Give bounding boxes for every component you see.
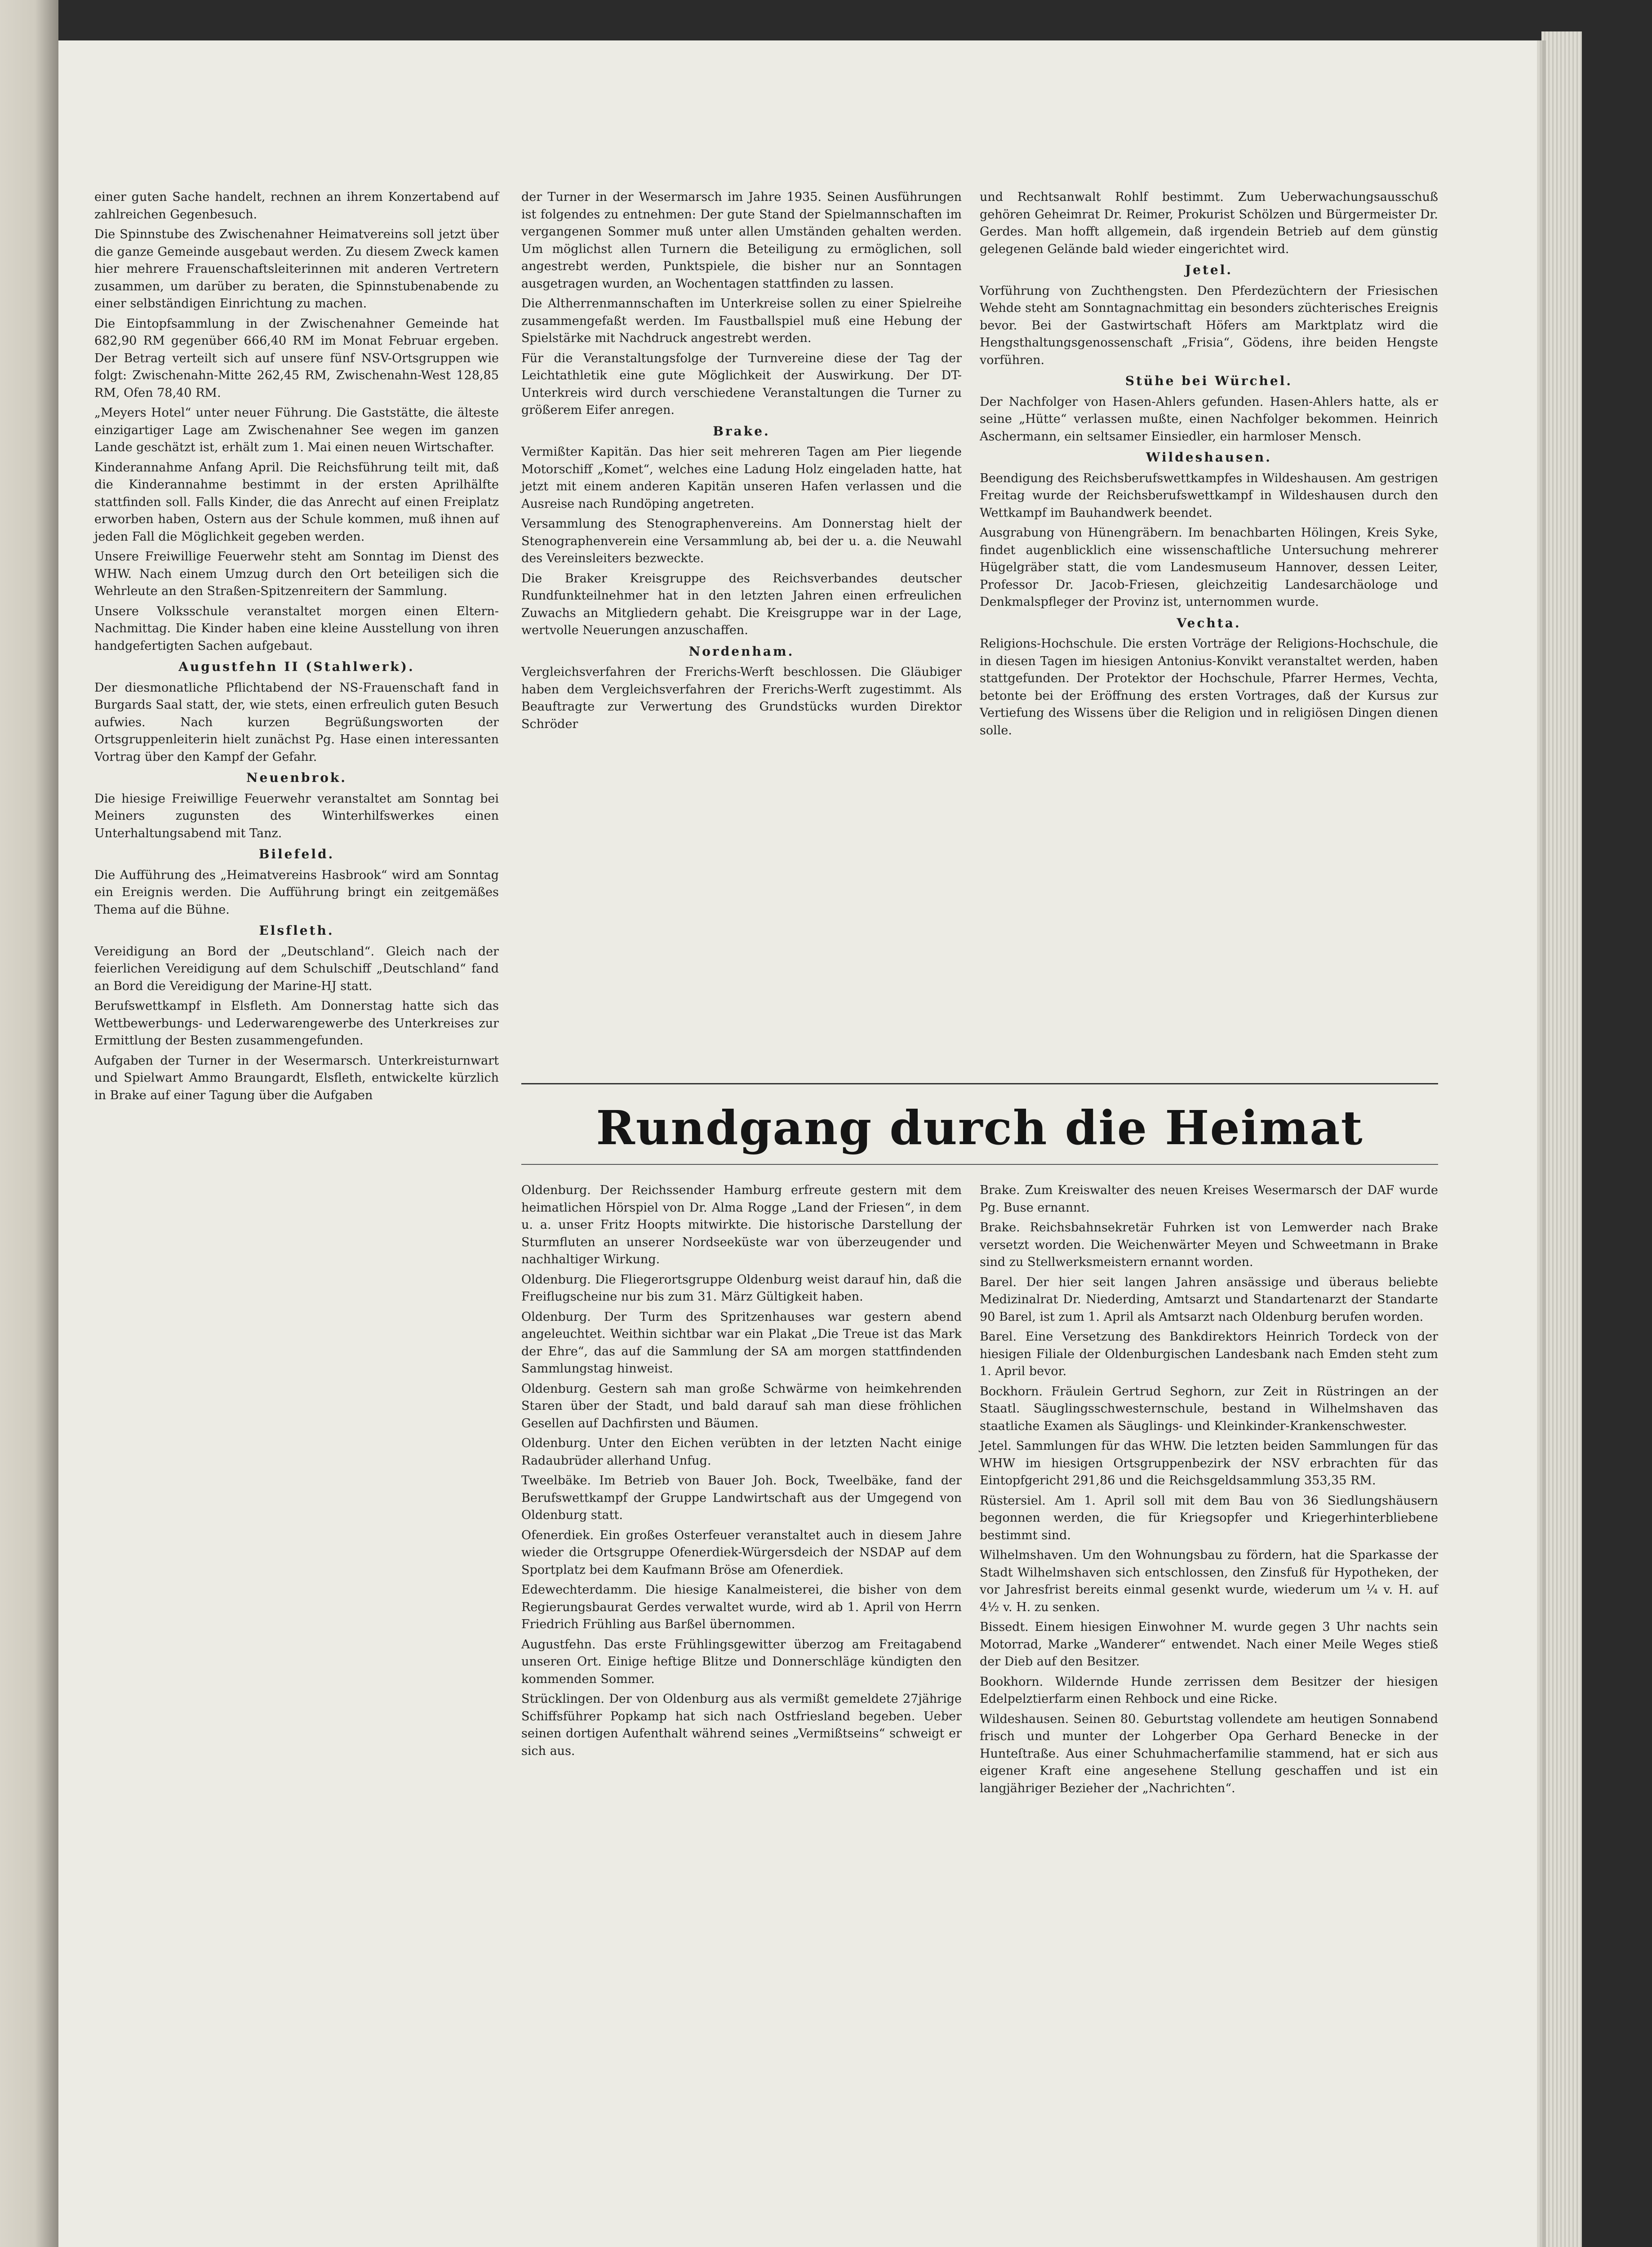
paragraph: Ofenerdiek. Ein großes Osterfeuer veranstaltet auch in diesem Jahre wieder die Ortsgruppe Ofenerdiek-Würgersdeich der NSDAP auf dem Sportplatz bei dem Kaufmann Bröse am Ofenerdiek. bbox=[521, 1528, 962, 1577]
paragraph: Barel. Der hier seit langen Jahren ansässige und überaus beliebte Medizinalrat Dr. Niederding, Amtsarzt und Standartenarzt der Standarte 90 Barel, ist zum 1. April als Amtsarzt nach Oldenburg berufen worden. bbox=[980, 1275, 1438, 1324]
roundup-column-left bbox=[521, 1182, 962, 1763]
paragraph: Unsere Freiwillige Feuerwehr steht am Sonntag im Dienst des WHW. Nach einem Umzug durch den Ort beteiligen sich die Wehrleute an den Straßen-Spitzenreitern der Sammlung. bbox=[94, 550, 499, 598]
paragraph: Jetel. Sammlungen für das WHW. Die letzten beiden Sammlungen für das WHW im hiesigen Ortsgruppenbezirk der NSV erbrachten für das Eintopfgericht 291,86 und die Reichsgeldsammlung 353,35 RM. bbox=[980, 1439, 1438, 1488]
paragraph: Der diesmonatliche Pflichtabend der NS-Frauenschaft fand in Burgards Saal statt, der, wie stets, einen erfreulich guten Besuch aufwies. Nach kurzen Begrüßungsworten der Ortsgruppenleiterin hielt zunächst Pg. Hase einen interessanten Vortrag über den Kampf der Gefahr. bbox=[94, 680, 499, 764]
paragraph: Die Eintopfsammlung in der Zwischenahner Gemeinde hat 682,90 RM gegenüber 666,40 RM im Monat Februar ergeben. Der Betrag verteilt sich auf unsere fünf NSV-Ortsgruppen wie folgt: Zwischenahn-Mitte 262,45 RM, Zwischenahn-West 128,85 RM, Ofen 78,40 RM. bbox=[94, 316, 499, 400]
column-3 bbox=[980, 189, 1438, 742]
paragraph: Oldenburg. Die Fliegerortsgruppe Oldenburg weist darauf hin, daß die Freiflugscheine nur bis zum 31. März Gültigkeit haben. bbox=[521, 1272, 962, 1304]
column-2 bbox=[521, 189, 962, 736]
paragraph: Oldenburg. Gestern sah man große Schwärme von heimkehrenden Staren über der Stadt, und bald darauf sah man diese fröhlichen Gesellen auf Dachfirsten und Bäumen. bbox=[521, 1381, 962, 1430]
column-3-text bbox=[980, 189, 1438, 739]
paragraph: Für die Veranstaltungsfolge der Turnvereine diese der Tag der Leichtathletik eine gute Möglichkeit der Auswirkung. Der DT-Unterkreis wird durch verschiedene Veranstaltungen die Turner zu größerem Eifer anregen. bbox=[521, 351, 962, 417]
paragraph: Unsere Volksschule veranstaltet morgen einen Eltern-Nachmittag. Die Kinder haben eine kleine Ausstellung von ihren handgefertigten Sachen aufgebaut. bbox=[94, 604, 499, 653]
paragraph: Strücklingen. Der von Oldenburg aus als vermißt gemeldete 27jährige Schiffsführer Popkamp hat sich nach Ostfriesland begeben. Ueber seinen dortigen Aufenthalt während seines „Vermißtseins“ schweigt er sich aus. bbox=[521, 1692, 962, 1758]
paragraph: Oldenburg. Der Reichssender Hamburg erfreute gestern mit dem heimatlichen Hörspiel von Dr. Alma Rogge „Land der Friesen“, in dem u. a. unser Fritz Hoopts mitwirkte. Die historische Darstellung der Sturmfluten an unserer Nordseeküste war von überzeugender und nachhaltiger Wirkung. bbox=[521, 1183, 962, 1266]
paragraph: Religions-Hochschule. Die ersten Vorträge der Religions-Hochschule, die in diesen Tagen im hiesigen Antonius-Konvikt veranstaltet werden, haben stattgefunden. Der Protektor der Hochschule, Pfarrer Hermes, Vechta, betonte bei der Eröffnung des ersten Vortrages, daß der Kursus zur Vertiefung des Wissens über die Religion und in religiösen Dingen dienen solle. bbox=[980, 637, 1438, 737]
paragraph: Bockhorn. Fräulein Gertrud Seghorn, zur Zeit in Rüstringen an der Staatl. Säuglingsschwesternschule, bestand in Wilhelmshaven das staatliche Examen als Säuglings- und Kleinkinder-Krankenschwester. bbox=[980, 1384, 1438, 1433]
paragraph: Oldenburg. Der Turm des Spritzenhauses war gestern abend angeleuchtet. Weithin sichtbar war ein Plakat „Die Treue ist das Mark der Ehre“, das auf die Sammlung der SA am morgen stattfindenden Sammlungstag hinweist. bbox=[521, 1310, 962, 1376]
section-heading: Nordenham. bbox=[688, 644, 795, 659]
column-2-text bbox=[521, 189, 962, 733]
paragraph: Wilhelmshaven. Um den Wohnungsbau zu fördern, hat die Sparkasse der Stadt Wilhelmshaven sich entschlossen, den Zinsfuß für Hypotheken, der vor Jahresfrist bereits einmal gesenkt wurde, wiederum um ¼ v. H. auf 4½ v. H. zu senken. bbox=[980, 1548, 1438, 1614]
paragraph: einer guten Sache handelt, rechnen an ihrem Konzertabend auf zahlreichen Gegenbesuch. bbox=[94, 190, 499, 222]
paragraph: Versammlung des Stenographenvereins. Am Donnerstag hielt der Stenographenverein eine Versammlung ab, bei der u. a. die Neuwahl des Vereinsleiters bezweckte. bbox=[521, 517, 962, 565]
paragraph: Vergleichsverfahren der Frerichs-Werft beschlossen. Die Gläubiger haben dem Vergleichsverfahren der Frerichs-Werft zugestimmt. Als Beauftragte zur Verwertung des Grundstücks wurden Direktor Schröder bbox=[521, 665, 962, 731]
section-heading: Augustfehn II (Stahlwerk). bbox=[178, 659, 415, 674]
section-heading: Brake. bbox=[713, 423, 770, 439]
paragraph: Edewechterdamm. Die hiesige Kanalmeisterei, die bisher von dem Regierungsbaurat Gerdes verwaltet wurde, wird ab 1. April von Herrn Friedrich Frühling aus Barßel übernommen. bbox=[521, 1583, 962, 1631]
section-banner-heading: Rundgang durch die Heimat bbox=[596, 1100, 1363, 1155]
paragraph: Berufswettkampf in Elsfleth. Am Donnerstag hatte sich das Wettbewerbungs- und Lederwarengewerbe des Unterkreises zur Ermittlung der Besten zusammengefunden. bbox=[94, 999, 499, 1048]
paragraph: Aufgaben der Turner in der Wesermarsch. Unterkreisturnwart und Spielwart Ammo Braungardt, Elsfleth, entwickelte kürzlich in Brake auf einer Tagung über die Aufgaben bbox=[94, 1053, 499, 1102]
section-heading: Stühe bei Würchel. bbox=[1125, 373, 1293, 388]
paragraph: Die Aufführung des „Heimatvereins Hasbrook“ wird am Sonntag ein Ereignis werden. Die Aufführung bringt ein zeitgemäßes Thema auf die Bühne. bbox=[94, 868, 499, 917]
paragraph: „Meyers Hotel“ unter neuer Führung. Die Gaststätte, die älteste einzigartiger Lage am Zwischenahner See wegen im ganzen Lande geschätzt ist, erhält zum 1. Mai einen neuen Wirtschafter. bbox=[94, 406, 499, 454]
paragraph: Vorführung von Zuchthengsten. Den Pferdezüchtern der Friesischen Wehde steht am Sonntagnachmittag ein besonders züchterisches Ereignis bevor. Bei der Gastwirtschaft Höfers am Marktplatz wird die Hengsthaltungsgenossenschaft „Frisia“, Gödens, ihre beiden Hengste vorführen. bbox=[980, 284, 1438, 367]
section-heading: Vechta. bbox=[1177, 615, 1241, 631]
paragraph: Die hiesige Freiwillige Feuerwehr veranstaltet am Sonntag bei Meiners zugunsten des Winterhilfswerkes einen Unterhaltungsabend mit Tanz. bbox=[94, 791, 499, 840]
paragraph: Oldenburg. Unter den Eichen verübten in der letzten Nacht einige Radaubrüder allerhand Unfug. bbox=[521, 1436, 962, 1468]
paragraph: Augustfehn. Das erste Frühlingsgewitter überzog am Freitagabend unseren Ort. Einige heftige Blitze und Donnerschläge kündigten den kommenden Sommer. bbox=[521, 1637, 962, 1686]
section-heading: Bilefeld. bbox=[258, 847, 335, 861]
paragraph: Beendigung des Reichsberufswettkampfes in Wildeshausen. Am gestrigen Freitag wurde der Reichsberufswettkampf in Wildeshausen durch den Wettkampf im Bauhandwerk beendet. bbox=[980, 471, 1438, 520]
adjacent-page-edge bbox=[0, 0, 58, 2247]
paragraph: Vereidigung an Bord der „Deutschland“. Gleich nach der feierlichen Vereidigung auf dem Schulschiff „Deutschland“ fand an Bord die Vereidigung der Marine-HJ statt. bbox=[94, 944, 499, 993]
section-rule bbox=[521, 1164, 1438, 1165]
paragraph: Rüstersiel. Am 1. April soll mit dem Bau von 36 Siedlungshäusern begonnen werden, die für Kriegsopfer und Kriegerhinterbliebene bestimmt sind. bbox=[980, 1493, 1438, 1542]
roundup-column-right bbox=[980, 1182, 1438, 1800]
column-1 bbox=[94, 189, 499, 1107]
paragraph: Vermißter Kapitän. Das hier seit mehreren Tagen am Pier liegende Motorschiff „Komet“, welches eine Ladung Holz eingeladen hatte, hat jetzt mit einem anderen Kapitän unseren Hafen verlassen und die Ausreise nach Rundöping angetreten. bbox=[521, 445, 962, 511]
paragraph: Der Nachfolger von Hasen-Ahlers gefunden. Hasen-Ahlers hatte, als er seine „Hütte“ verlassen mußte, einen Nachfolger bekommen. Heinrich Aschermann, ein seltsamer Einsiedler, ein harmloser Mensch. bbox=[980, 395, 1438, 444]
paragraph: Bissedt. Einem hiesigen Einwohner M. wurde gegen 3 Uhr nachts sein Motorrad, Marke „Wanderer“ entwendet. Nach einer Meile Weges stieß der Dieb auf den Besitzer. bbox=[980, 1620, 1438, 1669]
section-heading: Wildeshausen. bbox=[1146, 450, 1272, 465]
paragraph: Bookhorn. Wildernde Hunde zerrissen dem Besitzer der hiesigen Edelpelztierfarm einen Rehbock und eine Ricke. bbox=[980, 1674, 1438, 1706]
paragraph: Wildeshausen. Seinen 80. Geburtstag vollendete am heutigen Sonnabend frisch und munter der Lohgerber Opa Gerhard Benecke in der Hunteſtraße. Aus einer Schuhmacherfamilie stammend, hat er sich aus eigener Kraft eine angesehene Stellung geschaffen und ist ein langjähriger Bezieher der „Nachrichten“. bbox=[980, 1712, 1438, 1795]
paragraph: Die Spinnstube des Zwischenahner Heimatvereins soll jetzt über die ganze Gemeinde ausgebaut werden. Zu diesem Zweck kamen hier mehrere Frauenschaftsleiterinnen mit anderen Vertretern zusammen, um darüber zu beraten, die Spinnstubenabende zu einer selbständigen Einrichtung zu machen. bbox=[94, 227, 499, 311]
paragraph: Die Altherrenmannschaften im Unterkreise sollen zu einer Spielreihe zusammengefaßt werden. Im Faustballspiel muß eine Hebung der Spielstärke mit Nachdruck angestrebt werden. bbox=[521, 297, 962, 345]
paragraph: der Turner in der Wesermarsch im Jahre 1935. Seinen Ausführungen ist folgendes zu entnehmen: Der gute Stand der Spielmannschaften im vergangenen Sommer muß unter allen Umständen gehalten werden. Um möglichst allen Turnern die Beteiligung zu ermöglichen, soll angestrebt werden, Punktspiele, die bisher nur an Sonntagen ausgetragen wurden, an Wochentagen stattfinden zu lassen. bbox=[521, 190, 962, 291]
paragraph: Barel. Eine Versetzung des Bankdirektors Heinrich Tordeck von der hiesigen Filiale der Oldenburgischen Landesbank nach Emden steht zum 1. April bevor. bbox=[980, 1330, 1438, 1378]
page-stack-edge bbox=[1541, 31, 1582, 2247]
column-1-text bbox=[94, 189, 499, 1104]
paragraph: Ausgrabung von Hünengräbern. Im benachbarten Hölingen, Kreis Syke, findet augenblicklich eine wissenschaftliche Untersuchung mehrerer Hügelgräber statt, die vom Landesmuseum Hannover, dessen Leiter, Professor Dr. Jacob-Friesen, gleichzeitig Landesarchäologe und Denkmalspfleger der Provinz ist, unternommen wurde. bbox=[980, 526, 1438, 609]
paragraph: und Rechtsanwalt Rohlf bestimmt. Zum Ueberwachungsausschuß gehören Geheimrat Dr. Reimer, Prokurist Schölzen und Bürgermeister Dr. Gerdes. Man hofft allgemein, daß irgendein Betrieb auf dem günstig gelegenen Gelände bald wieder eingerichtet wird. bbox=[980, 190, 1438, 256]
paragraph: Kinderannahme Anfang April. Die Reichsführung teilt mit, daß die Kinderannahme bestimmt in der ersten Aprilhälfte stattfinden soll. Falls Kinder, die das Anrecht auf einen Freiplatz erworben haben, Ostern aus der Schule kommen, muß ihnen auf jeden Fall die Möglichkeit gegeben werden. bbox=[94, 460, 499, 544]
paragraph: Tweelbäke. Im Betrieb von Bauer Joh. Bock, Tweelbäke, fand der Berufswettkampf der Gruppe Landwirtschaft aus der Umgegend von Oldenburg statt. bbox=[521, 1474, 962, 1522]
section-heading: Elsfleth. bbox=[259, 923, 334, 938]
paragraph: Brake. Zum Kreiswalter des neuen Kreises Wesermarsch der DAF wurde Pg. Buse ernannt. bbox=[980, 1183, 1438, 1215]
section-rule bbox=[521, 1083, 1438, 1084]
paragraph: Die Braker Kreisgruppe des Reichsverbandes deutscher Rundfunkteilnehmer hat in den letzten Jahren einen erfreulichen Zuwachs an Mitgliedern gehabt. Die Kreisgruppe war in der Lage, wertvolle Neuerungen anzuschaffen. bbox=[521, 571, 962, 637]
roundup-left-text bbox=[521, 1182, 962, 1760]
section-heading: Neuenbrok. bbox=[246, 770, 347, 785]
paragraph: Brake. Reichsbahnsekretär Fuhrken ist von Lemwerder nach Brake versetzt worden. Die Weichenwärter Meyen und Schweetmann in Brake sind zu Stellwerksmeistern ernannt worden. bbox=[980, 1221, 1438, 1269]
section-heading: Jetel. bbox=[1185, 262, 1233, 277]
roundup-right-text bbox=[980, 1182, 1438, 1797]
